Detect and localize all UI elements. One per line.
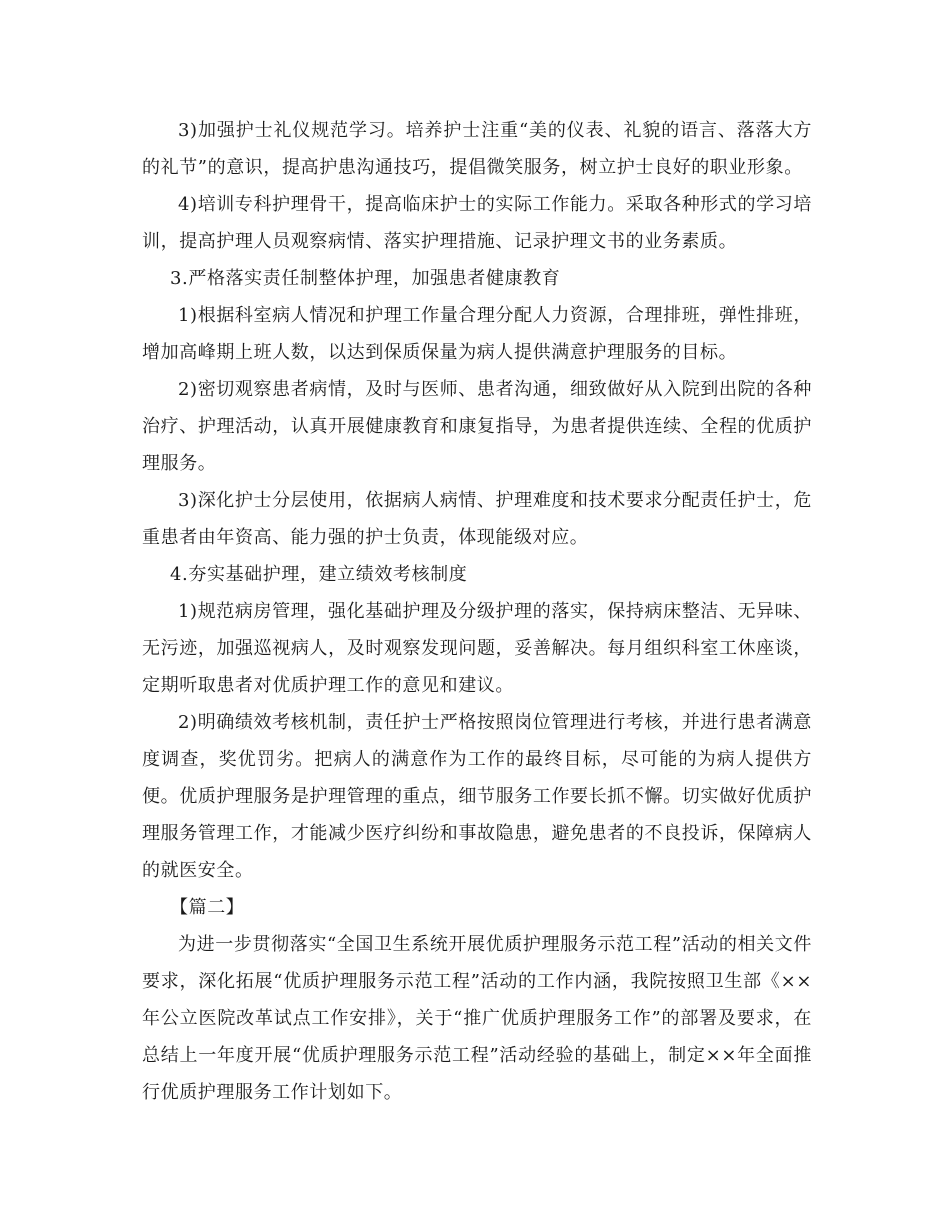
paragraph-etiquette-training: 3)加强护士礼仪规范学习。培养护士注重“美的仪表、礼貌的语言、落落大方的礼节”的意识，提高护患沟通技巧，提倡微笑服务，树立护士良好的职业形象。 xyxy=(142,120,812,178)
paragraph-performance: 2)明确绩效考核机制，责任护士严格按照岗位管理进行考核，并进行患者满意度调查，奖优罚劣。把病人的满意作为工作的最终目标，尽可能的为病人提供方便。优质护理服务是护理管理的重点，细节服务工作要长抓不懈。切实做好优质护理服务管理工作，才能减少医疗纠纷和事故隐患，避免患者的不良投诉，保障病人的就医安全。 xyxy=(142,712,812,881)
paragraph-ward-management: 1)规范病房管理，强化基础护理及分级护理的落实，保持病床整洁、无异味、无污迹，加强巡视病人，及时观察发现问题，妥善解决。每月组织科室工休座谈，定期听取患者对优质护理工作的意见和建议。 xyxy=(142,601,812,696)
paragraph-staffing: 1)根据科室病人情况和护理工作量合理分配人力资源，合理排班，弹性排班，增加高峰期上班人数，以达到保质保量为病人提供满意护理服务的目标。 xyxy=(142,305,812,363)
section-heading-3: 3.严格落实责任制整体护理，加强患者健康教育 xyxy=(170,268,561,289)
paragraph-observation: 2)密切观察患者病情，及时与医师、患者沟通，细致做好从入院到出院的各种治疗、护理活动，认真开展健康教育和康复指导，为患者提供连续、全程的优质护理服务。 xyxy=(142,379,812,474)
paragraph-part-two-intro: 为进一步贯彻落实“全国卫生系统开展优质护理服务示范工程”活动的相关文件要求，深化拓展“优质护理服务示范工程”活动的工作内涵，我院按照卫生部《××年公立医院改革试点工作安排》，关于“推广优质护理服务工作”的部署及要求，在总结上一年度开展“优质护理服务示范工程”活动经验的基础上，制定××年全面推行优质护理服务工作计划如下。 xyxy=(142,934,812,1103)
paragraph-specialist-training: 4)培训专科护理骨干，提高临床护士的实际工作能力。采取各种形式的学习培训，提高护理人员观察病情、落实护理措施、记录护理文书的业务素质。 xyxy=(142,194,812,252)
section-heading-4: 4.夯实基础护理，建立绩效考核制度 xyxy=(170,564,468,585)
part-two-heading: 【篇二】 xyxy=(170,897,245,918)
document-body xyxy=(142,112,812,1111)
paragraph-tiered-use: 3)深化护士分层使用，依据病人病情、护理难度和技术要求分配责任护士，危重患者由年资高、能力强的护士负责，体现能级对应。 xyxy=(142,490,812,548)
